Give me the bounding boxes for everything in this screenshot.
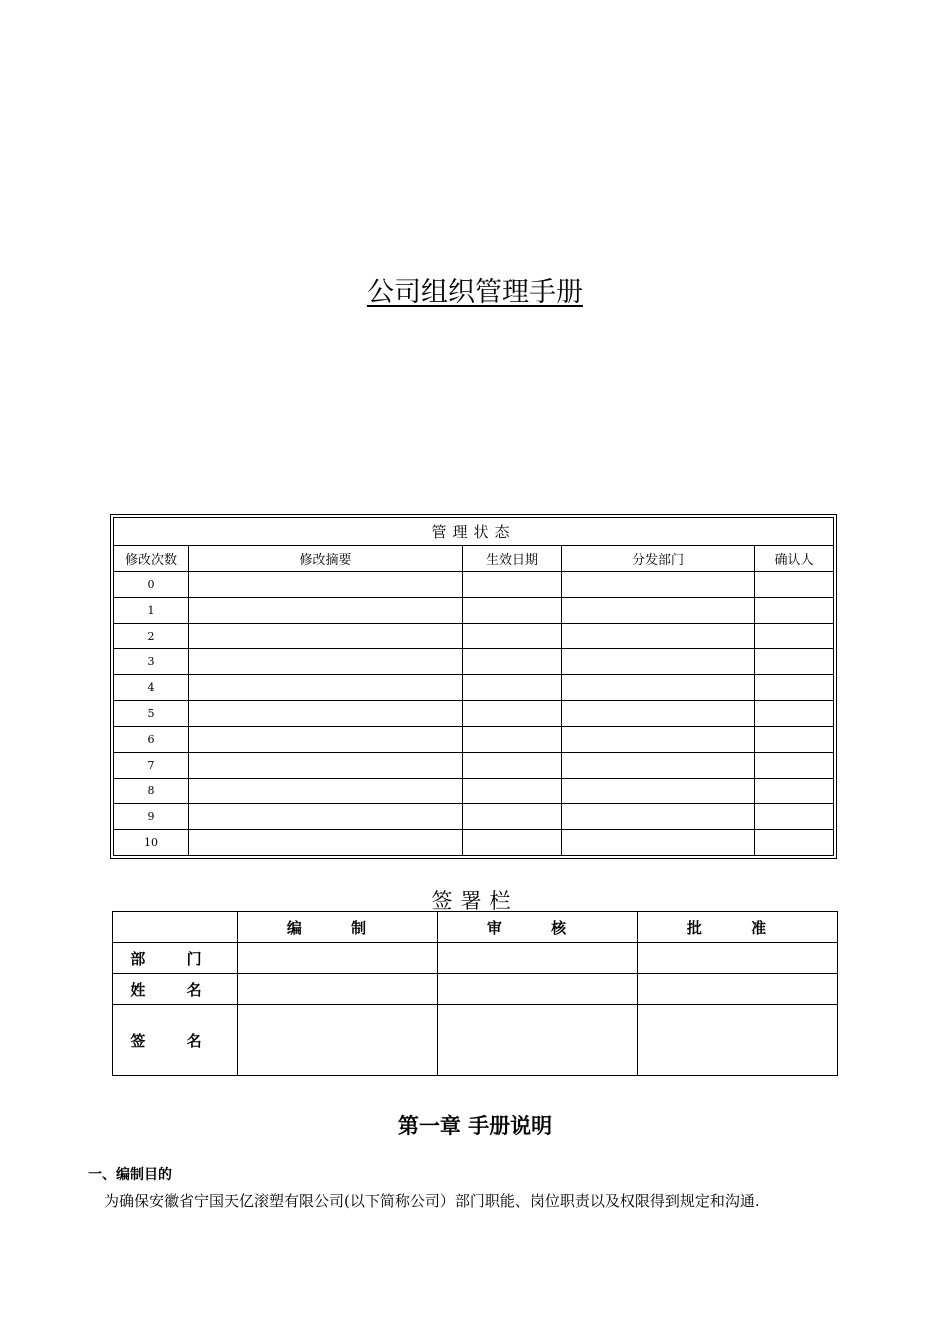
- column-prepared: 编 制: [238, 912, 438, 943]
- revision-number: 5: [114, 701, 189, 727]
- row-name: 姓 名: [113, 974, 238, 1005]
- table-row: [114, 726, 834, 752]
- management-status-table: [110, 514, 837, 859]
- signature-table: [112, 911, 838, 1076]
- revision-number: 6: [114, 726, 189, 752]
- table-row: [114, 572, 834, 598]
- table-row: [114, 623, 834, 649]
- section-paragraph: 为确保安徽省宁国天亿滚塑有限公司(以下简称公司）部门职能、岗位职责以及权限得到规定和沟通.: [104, 1192, 760, 1210]
- header-distribution-dept: 分发部门: [562, 546, 755, 572]
- section-heading: 一、编制目的: [88, 1167, 172, 1183]
- column-reviewed: 审 核: [438, 912, 638, 943]
- revision-number: 1: [114, 597, 189, 623]
- revision-number: 3: [114, 649, 189, 675]
- signature-section-title: 签署栏: [431, 889, 519, 913]
- revision-number: 9: [114, 804, 189, 830]
- column-approved: 批 准: [638, 912, 838, 943]
- table-row: [114, 752, 834, 778]
- revision-number: 10: [114, 830, 189, 856]
- revision-number: 8: [114, 778, 189, 804]
- status-table-caption: 管理状态: [114, 518, 834, 546]
- chapter-title: 第一章 手册说明: [397, 1114, 553, 1138]
- table-row: [114, 597, 834, 623]
- revision-number: 0: [114, 572, 189, 598]
- header-confirmer: 确认人: [755, 546, 834, 572]
- header-effective-date: 生效日期: [463, 546, 562, 572]
- table-row: [114, 830, 834, 856]
- table-row: [114, 804, 834, 830]
- table-row: [114, 675, 834, 701]
- header-revision-summary: 修改摘要: [189, 546, 463, 572]
- row-signature: 签 名: [113, 1005, 238, 1076]
- document-title: 公司组织管理手册: [367, 277, 583, 308]
- header-revision-count: 修改次数: [114, 546, 189, 572]
- table-row: [114, 649, 834, 675]
- row-department: 部 门: [113, 943, 238, 974]
- table-row: [114, 701, 834, 727]
- revision-number: 2: [114, 623, 189, 649]
- table-row: [114, 778, 834, 804]
- revision-number: 4: [114, 675, 189, 701]
- revision-number: 7: [114, 752, 189, 778]
